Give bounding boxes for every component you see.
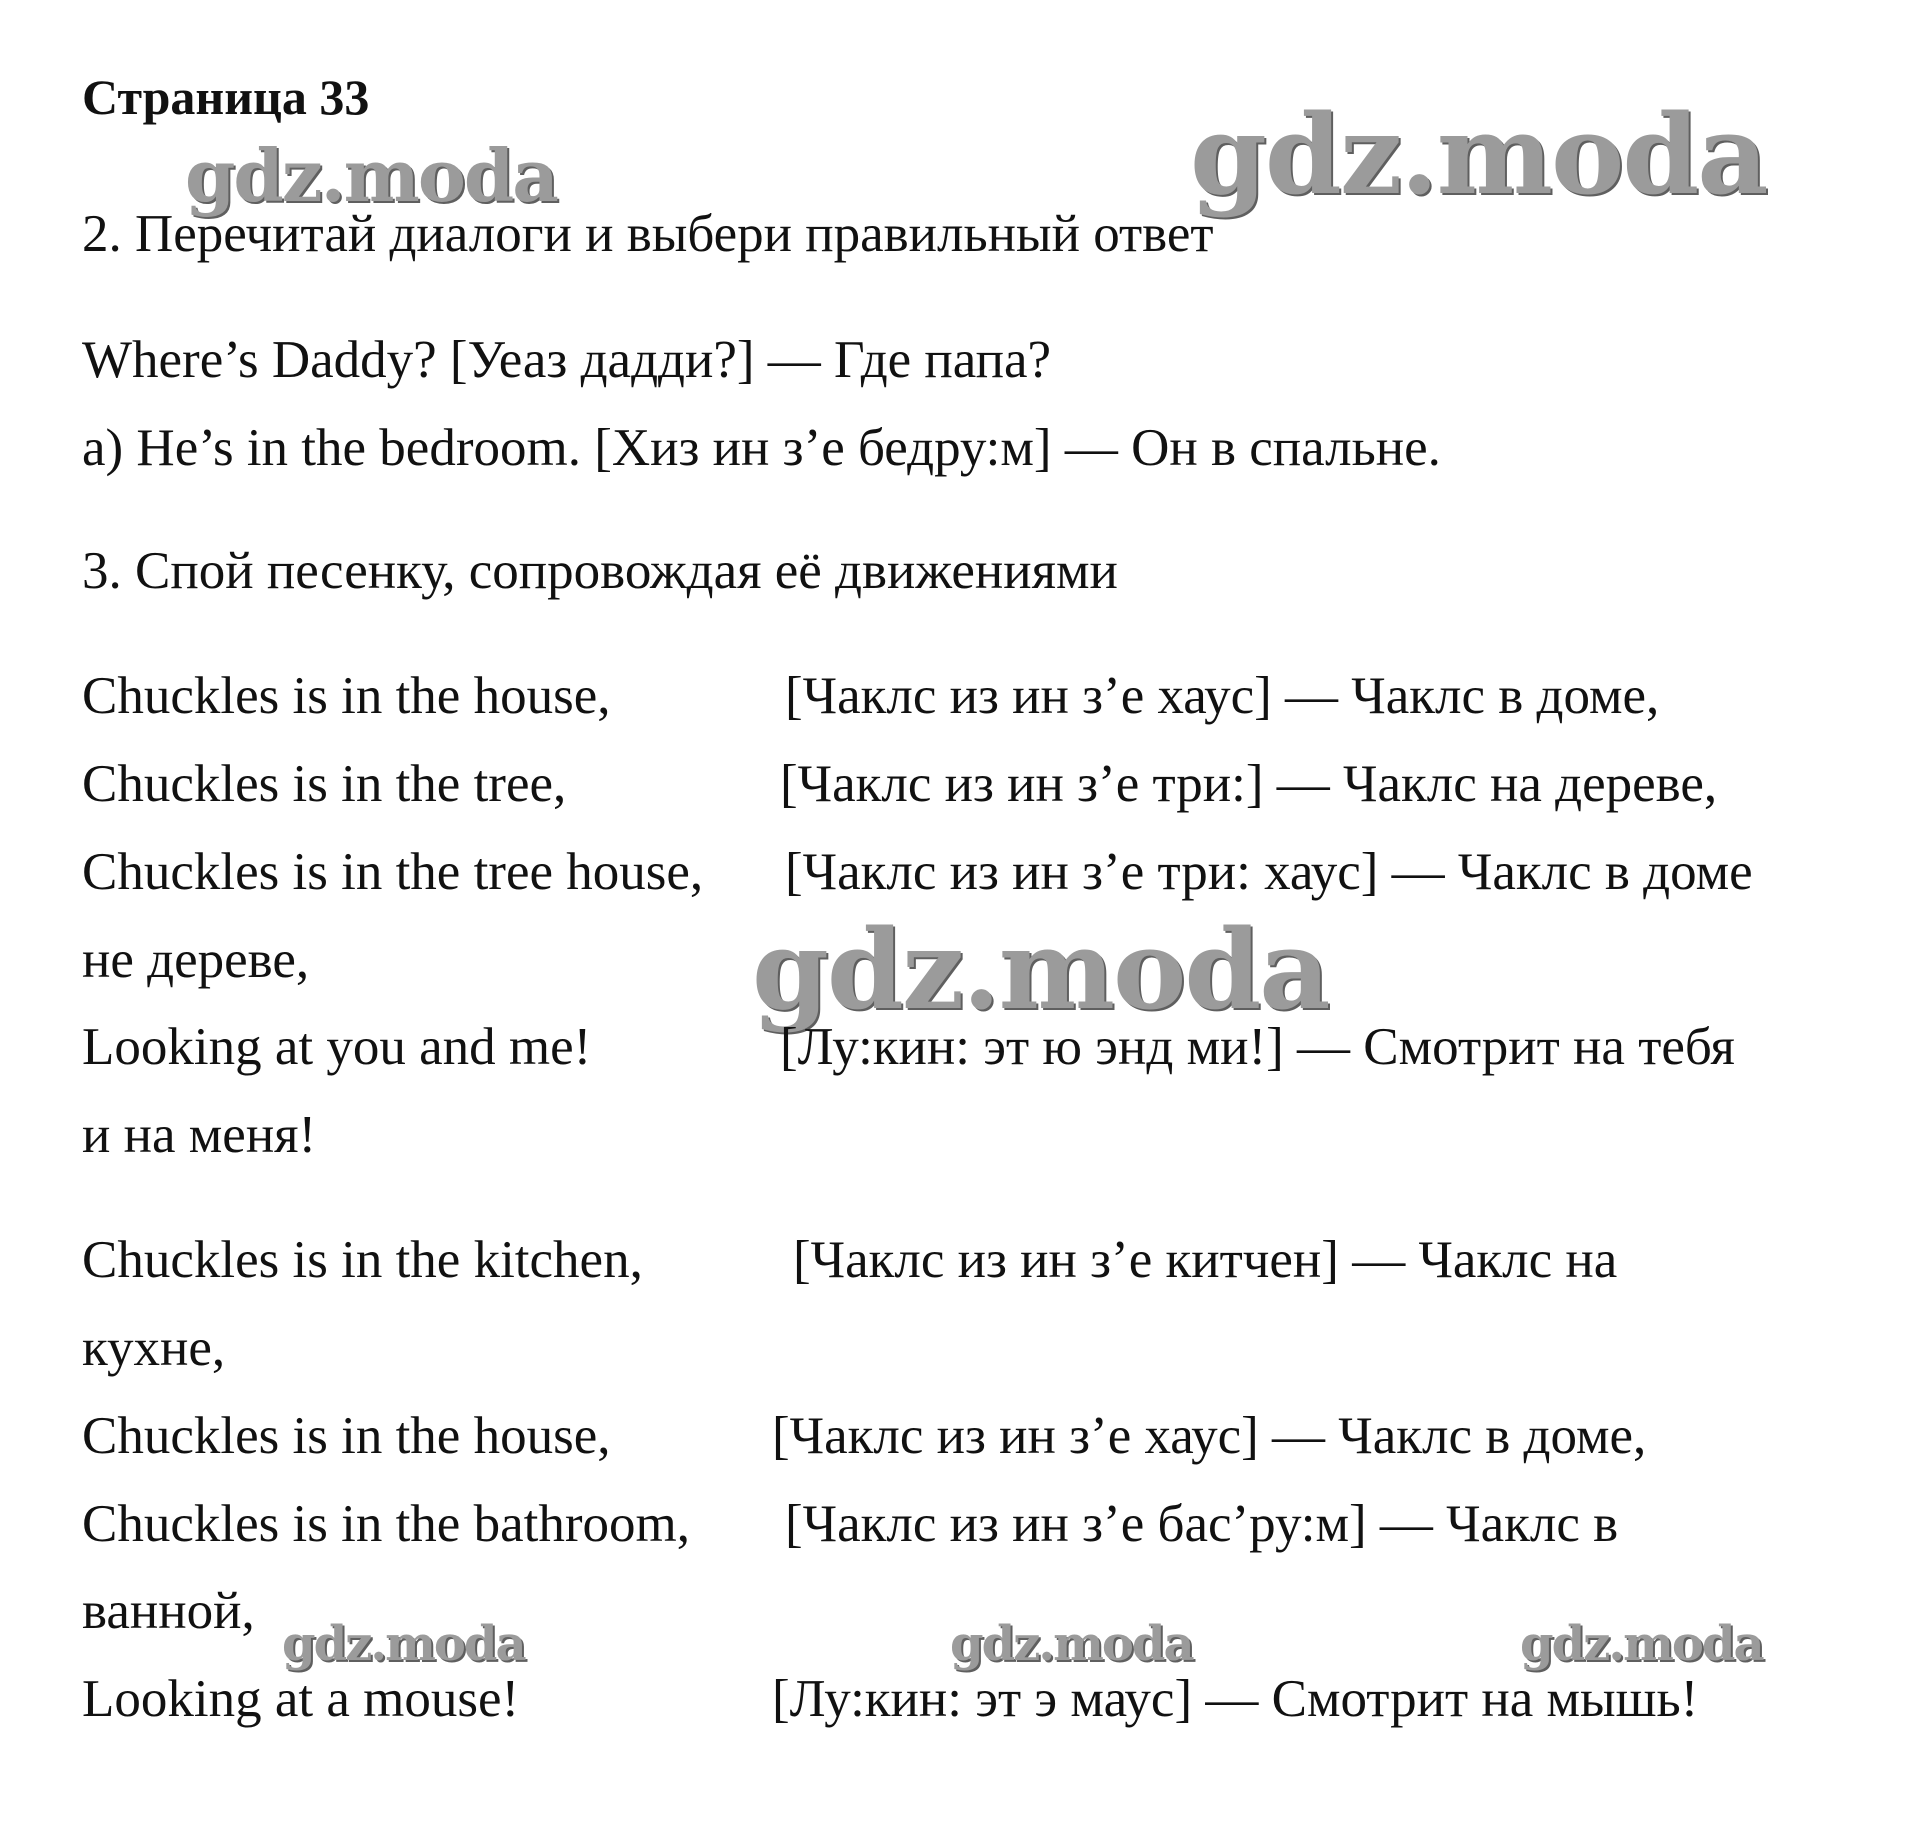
song-line-en: Chuckles is in the house, [82,667,611,725]
song-line-en: Chuckles is in the house, [82,1407,611,1465]
song-line-en: Chuckles is in the tree, [82,755,567,813]
song-line-translation: [Чаклс из ин з’е три: хаус] — Чаклс в доме [785,843,1753,901]
task2-heading: 2. Перечитай диалоги и выбери правильный ответ [82,205,1214,263]
watermark: gdz.moda [1190,90,1767,219]
song-line-translation: [Чаклс из ин з’е бас’ру:м] — Чаклс в [785,1495,1619,1553]
song-line-continuation: кухне, [82,1319,226,1377]
song-line-en: Chuckles is in the kitchen, [82,1231,643,1289]
song-line-en: Looking at a mouse! [82,1670,520,1728]
song-line-translation: [Чаклс из ин з’е хаус] — Чаклс в доме, [785,667,1660,725]
song-line-en: Chuckles is in the bathroom, [82,1495,690,1553]
watermark: gdz.moda [752,905,1329,1034]
watermark: gdz.moda [1520,1616,1763,1672]
task2-answer: a) He’s in the bedroom. [Хиз ин з’е бедру:м] — Он в спальне. [82,419,1441,477]
song-line-continuation: не дереве, [82,931,310,989]
watermark: gdz.moda [185,133,557,218]
song-line-translation: [Лу:кин: эт э маус] — Смотрит на мышь! [772,1670,1699,1728]
song-line-translation: [Чаклс из ин з’е хаус] — Чаклс в доме, [772,1407,1647,1465]
page-title: Страница 33 [82,69,370,125]
song-line-continuation: и на меня! [82,1106,317,1164]
watermark: gdz.moda [282,1616,525,1672]
song-line-en: Chuckles is in the tree house, [82,843,704,901]
watermark: gdz.moda [950,1616,1193,1672]
song-line-translation: [Чаклс из ин з’е три:] — Чаклс на дереве, [780,755,1718,813]
song-line-translation: [Чаклс из ин з’е китчен] — Чаклс на [793,1231,1618,1289]
task3-heading: 3. Спой песенку, сопровождая её движениями [82,542,1118,600]
song-line-translation: [Лу:кин: эт ю энд ми!] — Смотрит на тебя [780,1018,1735,1076]
task2-question: Where’s Daddy? [Уеаз дадди?] — Где папа? [82,331,1052,389]
song-line-en: Looking at you and me! [82,1018,592,1076]
song-line-continuation: ванной, [82,1582,255,1640]
